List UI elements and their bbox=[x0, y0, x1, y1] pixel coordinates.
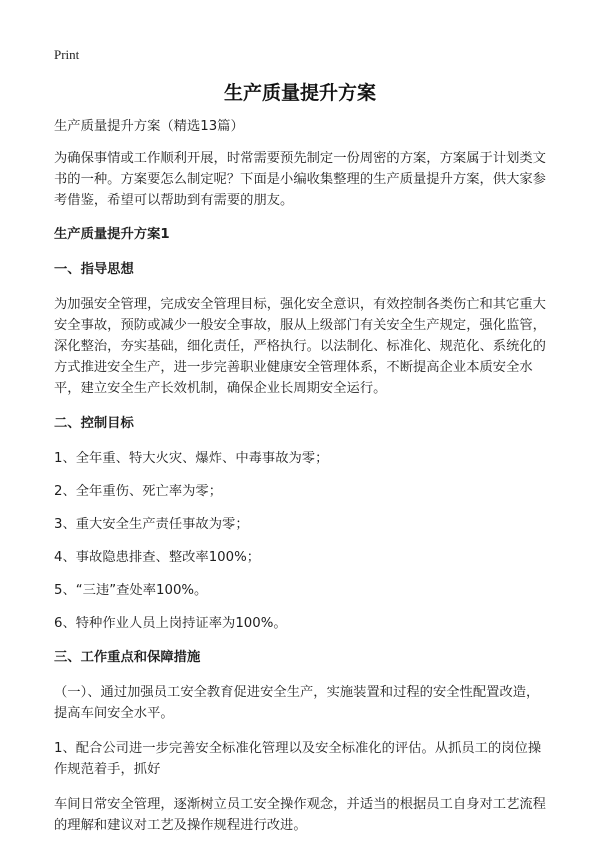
paragraph-measure-1: （一）、通过加强员工安全教育促进安全生产，实施装置和过程的安全性配置改造，提高车间安全水平。 bbox=[54, 685, 540, 721]
paragraph-measure-3: 车间日常安全管理，逐渐树立员工安全操作观念，并适当的根据员工自身对工艺流程的理解和建议对工艺及操作规程进行改进。 bbox=[54, 797, 546, 833]
list-item: 3、重大安全生产责任事故为零； bbox=[54, 517, 249, 532]
list-item: 5、“三违”查处率100%。 bbox=[54, 583, 208, 598]
print-link[interactable]: Print bbox=[54, 47, 80, 62]
document-subtitle: 生产质量提升方案（精选13篇） bbox=[54, 119, 244, 134]
heading-control-targets: 二、控制目标 bbox=[54, 416, 134, 431]
list-item: 4、事故隐患排查、整改率100%； bbox=[54, 550, 261, 565]
heading-work-focus: 三、工作重点和保障措施 bbox=[54, 650, 201, 665]
section-title: 生产质量提升方案1 bbox=[54, 227, 170, 242]
list-item: 2、全年重伤、死亡率为零； bbox=[54, 484, 223, 499]
list-item: 6、特种作业人员上岗持证率为100%。 bbox=[54, 616, 287, 631]
paragraph-guiding-ideology: 为加强安全管理，完成安全管理目标，强化安全意识，有效控制各类伤亡和其它重大安全事故，预防或减少一般安全事故，服从上级部门有关安全生产规定，强化监管，深化整治，夯实基础，细化责任，严格执行。以法制化、标准化、规范化、系统化的方式推进安全生产，进一步完善职业健康安全管理体系，不断提高企业本质安全水平，建立安全生产长效机制，确保企业长周期安全运行。 bbox=[54, 297, 546, 396]
intro-paragraph: 为确保事情或工作顺利开展，时常需要预先制定一份周密的方案，方案属于计划类文书的一种。方案要怎么制定呢？下面是小编收集整理的生产质量提升方案，供大家参考借鉴，希望可以帮助到有需要的朋友。 bbox=[54, 151, 546, 208]
heading-guiding-ideology: 一、指导思想 bbox=[54, 262, 134, 277]
document-body bbox=[54, 116, 550, 850]
page-title: 生产质量提升方案 bbox=[223, 82, 376, 104]
paragraph-measure-2: 1、配合公司进一步完善安全标准化管理以及安全标准化的评估。从抓员工的岗位操作规范着手，抓好 bbox=[54, 741, 542, 777]
list-item: 1、全年重、特大火灾、爆炸、中毒事故为零； bbox=[54, 451, 329, 466]
